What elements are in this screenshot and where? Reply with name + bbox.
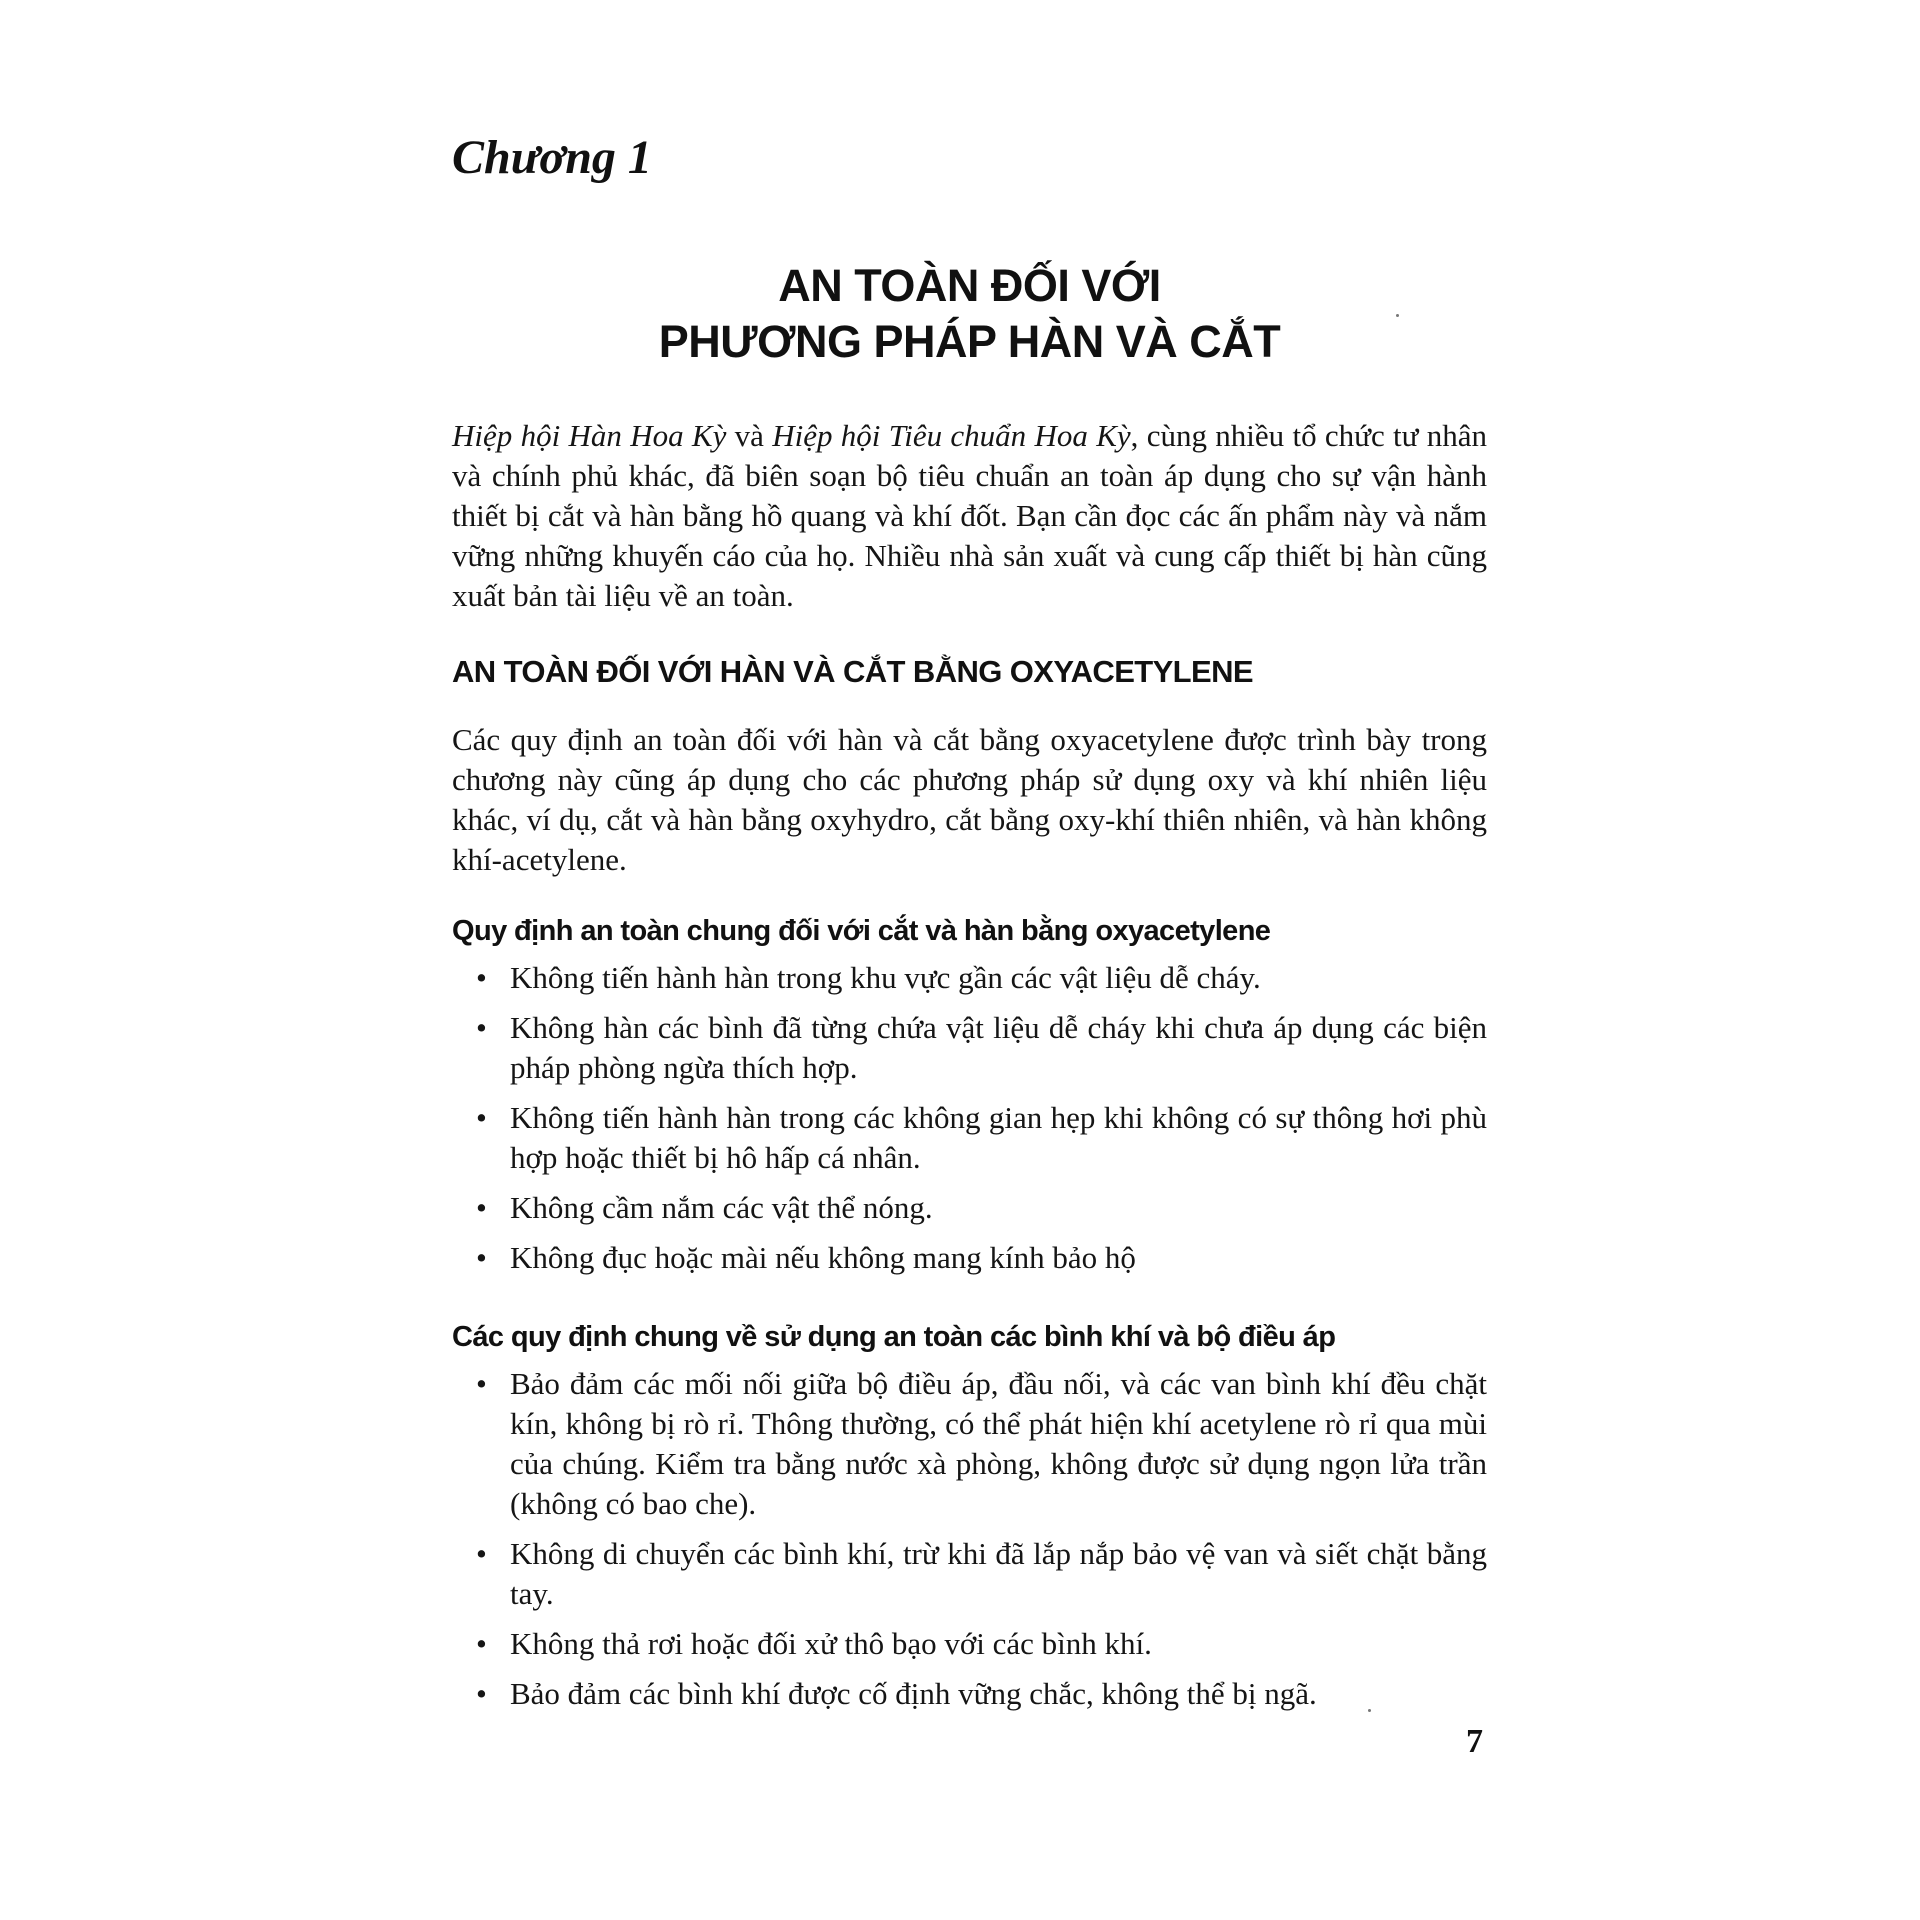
page-content (452, 130, 1487, 1724)
bullet-icon: • (476, 1366, 487, 1401)
cylinder-rules-heading: Các quy định chung về sử dụng an toàn các bình khí và bộ điều áp (452, 1321, 1336, 1353)
chapter-title-line-2: PHƯƠNG PHÁP HÀN VÀ CẮT (658, 316, 1281, 367)
bullet-icon: • (476, 1010, 487, 1045)
list-item-text: Không di chuyển các bình khí, trừ khi đã lắp nắp bảo vệ van và siết chặt bằng tay. (510, 1536, 1487, 1611)
intro-connector: và (726, 418, 773, 453)
bullet-icon: • (476, 1626, 487, 1661)
list-item-text: Không cầm nắm các vật thể nóng. (510, 1190, 933, 1225)
chapter-label: Chương 1 (452, 131, 652, 184)
general-rules-list (452, 958, 1487, 1278)
page-number: 7 (1466, 1723, 1483, 1760)
section-heading: AN TOÀN ĐỐI VỚI HÀN VÀ CẮT BẰNG OXYACETYLENE (452, 654, 1253, 689)
intro-org-2: Hiệp hội Tiêu chuẩn Hoa Kỳ (772, 418, 1131, 453)
intro-paragraph (452, 416, 1487, 616)
list-item (476, 1364, 1487, 1524)
list-item (476, 958, 1487, 998)
general-rules-heading: Quy định an toàn chung đối với cắt và hàn bằng oxyacetylene (452, 915, 1271, 947)
list-item-text: Không đục hoặc mài nếu không mang kính bảo hộ (510, 1240, 1136, 1275)
bullet-icon: • (476, 960, 487, 995)
section-paragraph: Các quy định an toàn đối với hàn và cắt bằng oxyacetylene được trình bày trong chương này cũng áp dụng cho các phương pháp sử dụng oxy và khí nhiên liệu khác, ví dụ, cắt và hàn bằng oxyhydro, cắt bằng oxy-khí thiên nhiên, và hàn không khí-acetylene. (452, 722, 1487, 877)
chapter-title (452, 258, 1487, 370)
list-item-text: Bảo đảm các bình khí được cố định vững chắc, không thể bị ngã. (510, 1676, 1317, 1711)
list-item (476, 1624, 1487, 1664)
chapter-title-line-1: AN TOÀN ĐỐI VỚI (778, 260, 1161, 311)
cylinder-rules-list (452, 1364, 1487, 1714)
list-item (476, 1188, 1487, 1228)
bullet-icon: • (476, 1536, 487, 1571)
bullet-icon: • (476, 1190, 487, 1225)
list-item-text: Không tiến hành hàn trong các không gian hẹp khi không có sự thông hơi phù hợp hoặc thiết bị hô hấp cá nhân. (510, 1100, 1487, 1175)
bullet-icon: • (476, 1240, 487, 1275)
scan-speck (1396, 314, 1399, 317)
intro-rest: , cùng nhiều tổ chức tư nhân và chính phủ khác, đã biên soạn bộ tiêu chuẩn an toàn áp dụng cho sự vận hành thiết bị cắt và hàn bằng hồ quang và khí đốt. Bạn cần đọc các ấn phẩm này và nắm vững những khuyến cáo của họ. Nhiều nhà sản xuất và cung cấp thiết bị hàn cũng xuất bản tài liệu về an toàn. (452, 418, 1487, 613)
list-item (476, 1674, 1487, 1714)
list-item-text: Không thả rơi hoặc đối xử thô bạo với các bình khí. (510, 1626, 1152, 1661)
intro-org-1: Hiệp hội Hàn Hoa Kỳ (452, 418, 727, 453)
list-item-text: Bảo đảm các mối nối giữa bộ điều áp, đầu nối, và các van bình khí đều chặt kín, không bị rò rỉ. Thông thường, có thể phát hiện khí acetylene rò rỉ qua mùi của chúng. Kiểm tra bằng nước xà phòng, không được sử dụng ngọn lửa trần (không có bao che). (510, 1366, 1487, 1521)
list-item-text: Không tiến hành hàn trong khu vực gần các vật liệu dễ cháy. (510, 960, 1261, 995)
list-item (476, 1238, 1487, 1278)
bullet-icon: • (476, 1676, 487, 1711)
scan-speck (1368, 1709, 1371, 1712)
list-item (476, 1098, 1487, 1178)
bullet-icon: • (476, 1100, 487, 1135)
list-item (476, 1534, 1487, 1614)
list-item (476, 1008, 1487, 1088)
list-item-text: Không hàn các bình đã từng chứa vật liệu dễ cháy khi chưa áp dụng các biện pháp phòng ngừa thích hợp. (510, 1010, 1487, 1085)
